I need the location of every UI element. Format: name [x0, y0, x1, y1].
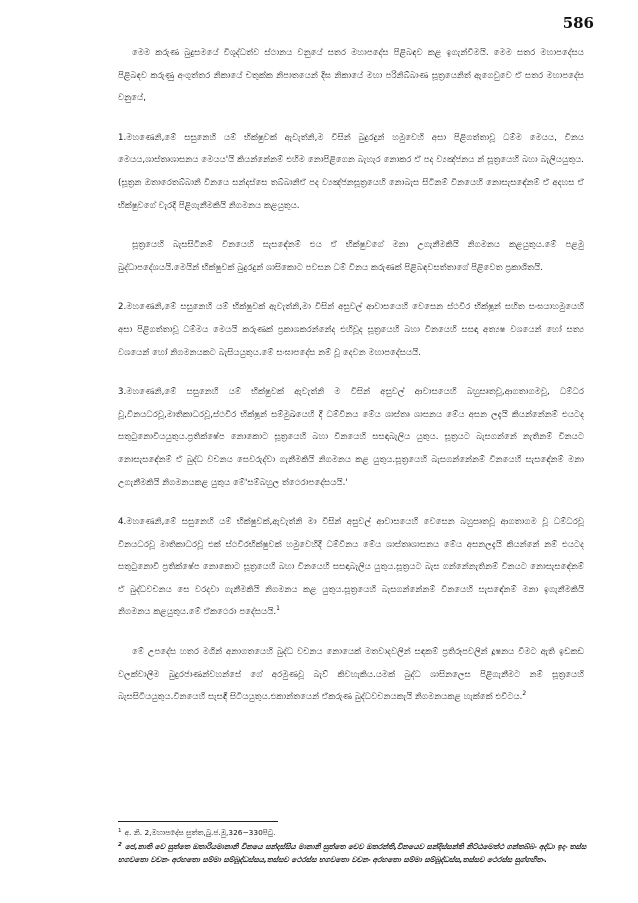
- footnote-2-text: ජෙ,නාති වෙ සුත්තෙ ඔතාරියමානානි විනයෙ සන්දස්සිය මානානි සුත්තෙ චෙව ඔතරන්ති,විනයෙව සන්දිස්සන්ති නිට්ඨමෙත්ථ ගන්තබ්බං අද්ධා ඉදං තස්ස භගවතො වචනං අරහතො සම්මා සම්බුද්ධස්සය,තස්සච ථෙරස්ස භගවතො වචනං අරහතො සම්මා සම්බුද්ධස්ස,තස්සච ථෙරස්ස සුග්ගහිතං.: [118, 842, 587, 864]
- page-number: 586: [562, 14, 594, 32]
- footnote-2-mark: 2: [118, 841, 122, 848]
- footnote-1: [118, 826, 588, 839]
- footnote-divider: [118, 821, 278, 822]
- mahapadesa-3-paragraph: 3.මහණෙනි,මේ සසුනෙහි යම් භික්ෂුවක් ඇවැත්නි ම විසින් අසුවල් ආවාසයෙහි බහුසෘතවූ,ආගතාගමවූ, ධම්ධර වූ,විනයධරවූ,මාතිකාධරවූ,ස්ථවිර භික්ෂූන් සම්මුඛයෙහි දී ධම්විනය මේය ශාස්තෘ ශාසනය මේය අසන ලදැයි කියන්නේනම් එයටද සතුටුනොවියයුතුය.ප්‍රතික්ෂේප නොකොට සූත්‍රයෙහි බහා විනයෙහි සසඳාබැලිය යුතුය. සූත්‍රයට බැසගන්නේ නැතිනම් විනයට නොසැසඳේනම් ඒ බුද්ධ වචනය සෙවරුද්වා ගැනීමකියි නිගමනය කළ යුතුය.සූත්‍රයෙහි බැසගන්නේනම් විනයෙහි සැසඳේනම් මනා උගැනීමකියි නිගමනයකළ යුතුය මේ'සම්බහුල ත්ථෙරාපදේසයයි.': [118, 387, 584, 488]
- footnotes: [118, 826, 588, 867]
- mahapadesa-2-paragraph: 2.මහණෙනි,මේ සසුනෙහි යම් භික්ෂුවක් ඇවැත්නි,මා විසින් අසුවල් ආවාසයෙහි වෙසෙන ස්ථවිර භික්ෂූන් සහිත සංඝයාහමුයෙහි අසා පිළිගත්තාවූ ධම්මය මෙයයි කරුණක් ප්‍රකාශකරන්නේද එහිවූද සූත්‍රයෙහි බහා විනයෙහි සසඳා අත්‍යෂ වශයෙන් හෝ සත්‍ය වශයෙන් හෝ නිගමනයකට බැසියයුතුය.මේ සංඝාපදේස නම් වූ දෙවන මහාපදේසයයි.: [118, 302, 584, 358]
- footnote-1-mark: 1: [118, 827, 122, 834]
- mahapadesa-1-paragraph: 1.මහණෙනි,මේ සසුනෙහි යම් භික්ෂුවක් ඇවැත්නි,ම විසින් බුදුරදුන් හමුවෙහි අසා පිළිගත්තාවූ ධම්ම මෙයය, විනය මෙයය,ශාස්තෘශාසනය මෙයය'යි කියන්නේනම් එහිම නොපිළිගෙන බැහැර නොකර ඒ පද ව්‍යඤ්ජනය න් සූත්‍රයෙහි බහා බැලියයුතුය.(සූත්‍රන ඔතාරෙතබ්බානි විනයෙ සන්දස්සෙ තබ්බානිඒ පද ව්‍යඤ්ජනසූත්‍රයෙහි නොබැස සිටිනම් විනයෙහි නොසැසඳේනම් ඒ අදහස ඒ භික්ෂුවගේ වැරදි පිළිගැනීමකියි නිගමනය කළයුතුය.: [118, 132, 584, 211]
- mahapadesa-1-conclusion-paragraph: සූත්‍රයෙහි බැසසිටිනම් විනයෙහි සැසඳේනම් එය ඒ භික්ෂුවගේ මනා උගැනීමකියි නිගමනය කළයුතුය.මේ පළමු බුද්ධාපදේශයයි.මෙයින් භික්ෂුවක් බුදුරදුන් ශාසිකොට පවසන ධම් විනය කරුණක් පිළිබඳවසත්තාගේ පිළිවෙත ප්‍රකාශිතයි.: [118, 240, 584, 273]
- footnote-1-text: අ. නි. 2,මහාපදේස සුත්ත,බු.ජ.මු,326−330පිටු.: [124, 828, 276, 837]
- body-text: [118, 42, 584, 726]
- intro-paragraph: මෙම කරුණ බුදුසමයේ විශුද්ධත්ව ස්ථානය වනුයේ සතර මහාපදේස පිළිබඳව කළ ඉගැන්වීමයි. මෙම සතර මහාපදේසය පිළිබඳව කරුණු අංගුත්තර නිකායේ චතුක්ක නිපාතයෙන් දිඝ නිකායේ මහා පරිනිබ්බාණ සූත්‍රයෙනිත් ඇගෙවුවෙ ඒ සතර මහාපදේස වනුයේ,: [118, 48, 584, 104]
- mahapadesa-4-paragraph: 4.මහණෙනි,මේ සසුනෙහි යම් භික්ෂුවක්,ඇවැත්නි මා විසින් අසුවල් ආවාසයෙහි වෙසෙන බහුසෘතවූ ආගතාගම වූ ධම්ධරවූ විනයධරවූ මාතිකාධරවූ එක් ස්ථවිරභික්ෂුවක් හමුවෙහිදී ධම්විනය මේය ශාස්තෘශාසනය මේය අසනලදැයි කියන්නේ නම් එයටද සතුටුනොවී ප්‍රතික්ෂේප නොකොට සූත්‍රයෙහි බහා විනයෙහි සසඳාබැලිය යුතුය.සූත්‍රයට බැස ගන්නේනැතිනම් විනයට නොසැසඳේනම් ඒ බුද්ධවචනය සෙ වරදවා ගැනීමකියි නිගමනය කළ යුතුය.සූත්‍රයෙහි බැසගන්නේනම් විනයෙහි සැසඳේනම් මනා ඉගැනීමකියි නිගමනය කළයුතුය.මේ ඒකථෙරා පදේසයයි.$^1$: [118, 517, 584, 618]
- footnote-2: [118, 840, 588, 866]
- summary-paragraph: මේ උපදේස හතර මගින් අනාගතයෙහි බුද්ධ වචනය නොයෙක් මතවාදවලින් සඳකම් ප්‍රතිරූපවලින් දූෂනය වීමට ඇති ඉඩකඩ වලක්වාලීම බුදුරජාණන්වහන්සේ ගේ අරමුණවූ බැව් කිවහැකිය.යමක් බුද්ධ ශාසිනලෙස පිළිගැනීමට නම් සූත්‍රයෙහි බැසසිටියයුතුය.විනයෙහි සැසඳී සිටියයුතුය.එකාන්තයෙන් ඒකරුණ බුද්ධවචනයකැයි නිගමනයකළ හැක්කේ එවිටය.$^2$: [118, 647, 585, 703]
- footnote-ref-2: 2: [522, 690, 527, 698]
- footnote-ref-1: 1: [276, 605, 280, 613]
